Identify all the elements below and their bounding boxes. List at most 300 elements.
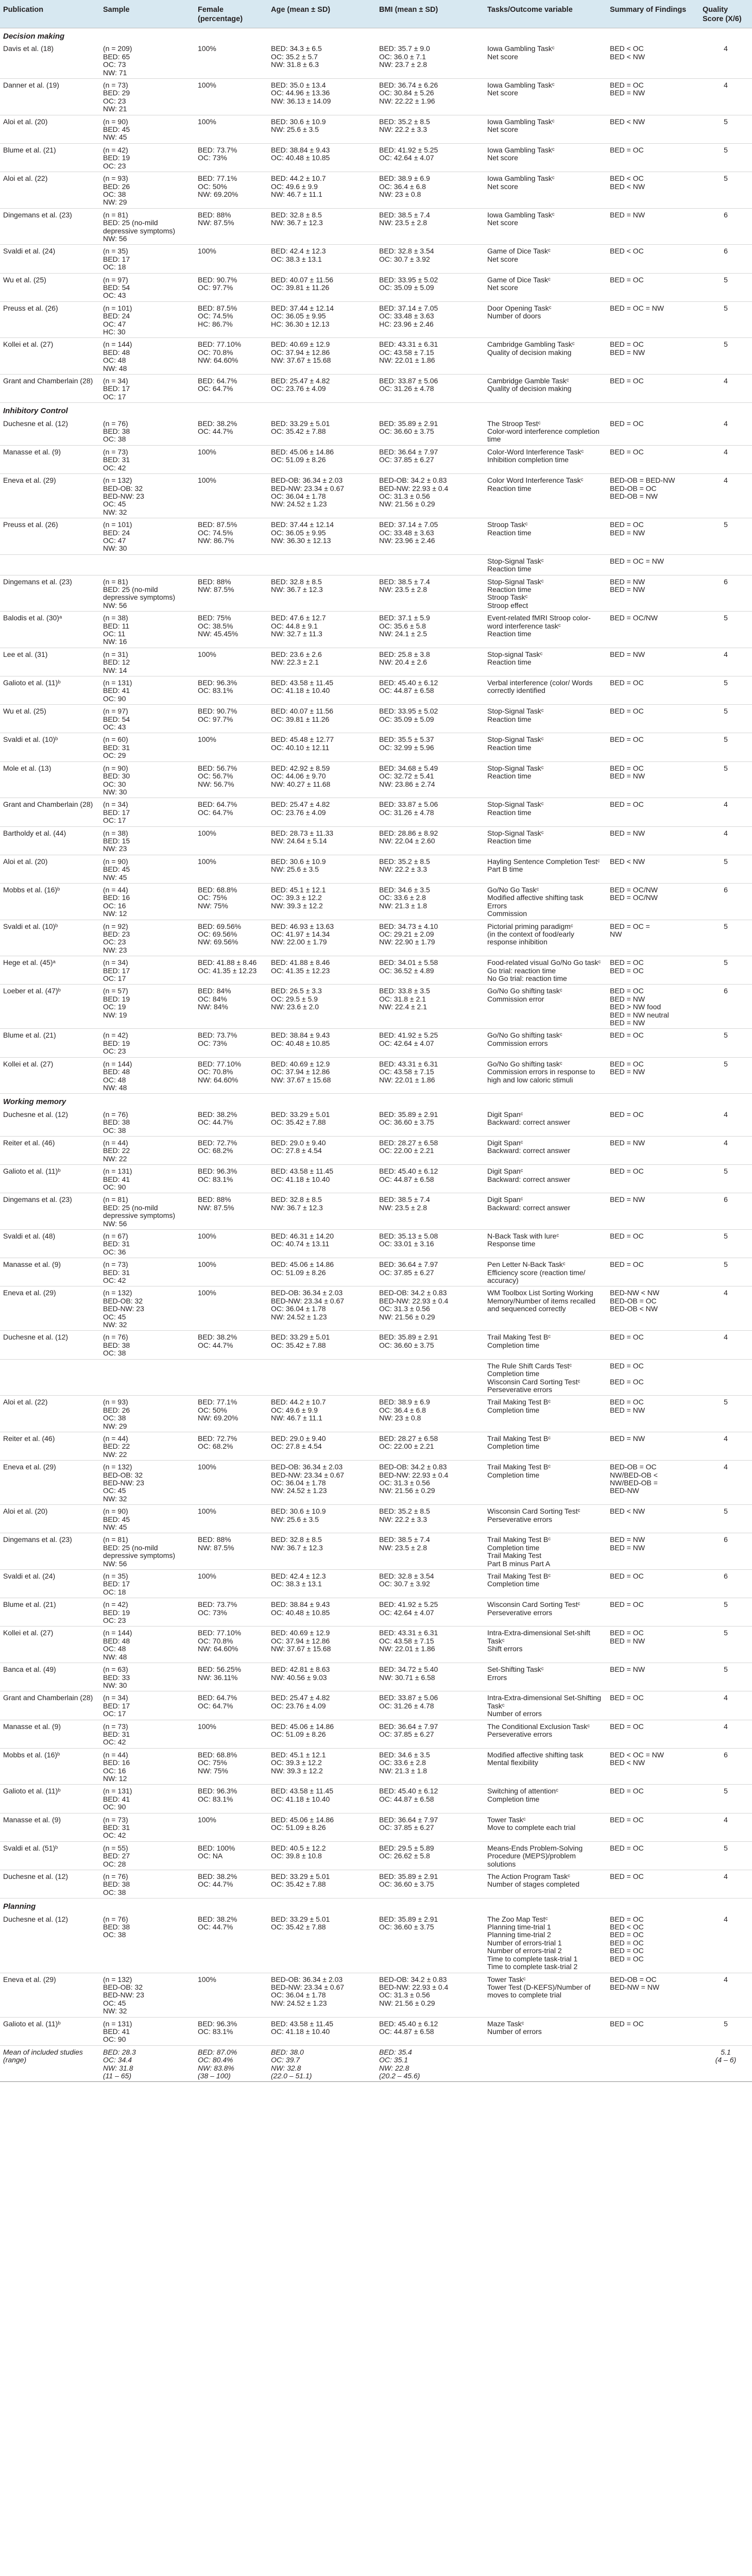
cell-publication: Mobbs et al. (16)ᵇ <box>0 1748 100 1785</box>
cell-summary: BED = OC = NW <box>607 301 699 338</box>
cell-publication: Duchesne et al. (12) <box>0 1870 100 1899</box>
cell-bmi: BED: 35.2 ± 8.5 NW: 22.2 ± 3.3 <box>376 855 484 883</box>
cell-female: BED: 72.7% OC: 68.2% <box>195 1136 268 1164</box>
cell-age: BED: 37.44 ± 12.14 OC: 36.05 ± 9.95 NW: 36.30 ± 12.13 <box>268 518 376 555</box>
table-row <box>0 1286 752 1331</box>
mean-row <box>0 2045 752 2082</box>
cell-summary: BED-OB = BED-NW BED-OB = OC BED-OB = NW <box>607 474 699 518</box>
table-row <box>0 883 752 920</box>
cell-summary: BED = OC <box>607 1230 699 1258</box>
cell-publication: Wu et al. (25) <box>0 273 100 301</box>
cell-bmi: BED: 35.89 ± 2.91 OC: 36.60 ± 3.75 <box>376 1331 484 1359</box>
cell-tasks: Trail Making Test Bᶜ Completion time <box>484 1396 607 1432</box>
cell-quality-score: 5 <box>699 2017 752 2045</box>
cell-tasks: Intra-Extra-dimensional Set-Shifting Taskᶜ Number of errors <box>484 1691 607 1720</box>
cell-summary: BED = NW BED = NW <box>607 1533 699 1570</box>
cell-female: 100% <box>195 855 268 883</box>
cell-age: BED-OB: 36.34 ± 2.03 BED-NW: 23.34 ± 0.67 OC: 36.04 ± 1.78 NW: 24.52 ± 1.23 <box>268 1973 376 2017</box>
cell-sample: (n = 73) BED: 31 OC: 42 <box>100 445 195 473</box>
cell-sample: (n = 42) BED: 19 OC: 23 <box>100 1598 195 1626</box>
cell-age: BED: 28.73 ± 11.33 NW: 24.64 ± 5.14 <box>268 826 376 855</box>
cell-publication: Dingemans et al. (23) <box>0 575 100 612</box>
cell-age: BED: 40.07 ± 11.56 OC: 39.81 ± 11.26 <box>268 705 376 733</box>
cell-bmi: BED-OB: 34.2 ± 0.83 BED-NW: 22.93 ± 0.4 OC: 31.3 ± 0.56 NW: 21.56 ± 0.29 <box>376 474 484 518</box>
cell-publication: Aloi et al. (22) <box>0 1396 100 1432</box>
cell-tasks: The Stroop Testᶜ Color-word interference completion time <box>484 417 607 446</box>
cell-sample <box>100 1359 195 1396</box>
table-row <box>0 143 752 172</box>
cell-female: BED: 69.56% OC: 69.56% NW: 69.56% <box>195 920 268 956</box>
cell-summary: BED < OC <box>607 245 699 273</box>
cell-female: BED: 64.7% OC: 64.7% <box>195 798 268 826</box>
cell-age: BED: 30.6 ± 10.9 NW: 25.6 ± 3.5 <box>268 1505 376 1533</box>
table-row <box>0 648 752 676</box>
table-row <box>0 245 752 273</box>
cell-tasks: Switching of attentionᶜ Completion time <box>484 1785 607 1813</box>
cell-tasks: Wisconsin Card Sorting Testᶜ Perseverative errors <box>484 1598 607 1626</box>
cell-tasks: Iowa Gambling Taskᶜ Net score <box>484 208 607 245</box>
column-header-age: Age (mean ± SD) <box>268 0 376 28</box>
section-row <box>0 403 752 417</box>
cell-summary: BED = OC <box>607 705 699 733</box>
cell-summary: BED = OC <box>607 1165 699 1193</box>
cell-female: 100% <box>195 245 268 273</box>
cell-age: BED: 33.29 ± 5.01 OC: 35.42 ± 7.88 <box>268 417 376 446</box>
cell-publication: Galioto et al. (11)ᵇ <box>0 2017 100 2045</box>
table-row <box>0 301 752 338</box>
table-row <box>0 1626 752 1663</box>
cell-sample: (n = 131) BED: 41 OC: 90 <box>100 1785 195 1813</box>
cell-summary: BED = OC <box>607 143 699 172</box>
cell-summary: BED = OC <box>607 1841 699 1870</box>
cell-sample: (n = 73) BED: 31 OC: 42 <box>100 1720 195 1748</box>
cell-bmi: BED: 41.92 ± 5.25 OC: 42.64 ± 4.07 <box>376 1029 484 1057</box>
mean-cell-age: BED: 38.0 OC: 39.7 NW: 32.8 (22.0 – 51.1) <box>268 2045 376 2082</box>
cell-quality-score: 5 <box>699 518 752 555</box>
cell-tasks: Trail Making Test Bᶜ Completion time <box>484 1570 607 1598</box>
cell-sample: (n = 76) BED: 38 OC: 38 <box>100 1913 195 1973</box>
cell-summary: BED = OC <box>607 1029 699 1057</box>
cell-female: BED: 73.7% OC: 73% <box>195 1029 268 1057</box>
cell-tasks: Pictorial priming paradigmᶜ (in the context of food/early response inhibition <box>484 920 607 956</box>
cell-age: BED: 29.0 ± 9.40 OC: 27.8 ± 4.54 <box>268 1136 376 1164</box>
table-row <box>0 1461 752 1505</box>
table-row <box>0 1913 752 1973</box>
cell-sample: (n = 34) BED: 17 OC: 17 <box>100 956 195 985</box>
cell-quality-score: 4 <box>699 1813 752 1841</box>
mean-cell-tasks <box>484 2045 607 2082</box>
cell-publication: Hege et al. (45)ᵃ <box>0 956 100 985</box>
cell-quality-score: 6 <box>699 883 752 920</box>
section-heading: Inhibitory Control <box>3 406 68 416</box>
cell-publication: Grant and Chamberlain (28) <box>0 798 100 826</box>
cell-sample: (n = 101) BED: 24 OC: 47 HC: 30 <box>100 301 195 338</box>
cell-tasks: Go/No Go shifting taskᶜ Commission error <box>484 985 607 1029</box>
cell-age: BED: 33.29 ± 5.01 OC: 35.42 ± 7.88 <box>268 1913 376 1973</box>
table-row <box>0 1785 752 1813</box>
cell-female: 100% <box>195 474 268 518</box>
cell-bmi: BED: 41.92 ± 5.25 OC: 42.64 ± 4.07 <box>376 143 484 172</box>
cell-sample: (n = 81) BED: 25 (no-mild depressive symptoms) NW: 56 <box>100 1533 195 1570</box>
table-row <box>0 1057 752 1094</box>
cell-sample: (n = 81) BED: 25 (no-mild depressive symptoms) NW: 56 <box>100 208 195 245</box>
cell-summary: BED = OC BED = NW <box>607 761 699 798</box>
cell-summary: BED = OC <box>607 1108 699 1137</box>
column-header-sample: Sample <box>100 0 195 28</box>
cell-publication: Eneva et al. (29) <box>0 1286 100 1331</box>
cell-female: BED: 56.7% OC: 56.7% NW: 56.7% <box>195 761 268 798</box>
table-row <box>0 1108 752 1137</box>
cell-publication: Svaldi et al. (10)ᵇ <box>0 733 100 761</box>
cell-publication: Galioto et al. (11)ᵇ <box>0 676 100 705</box>
cell-publication: Banca et al. (49) <box>0 1663 100 1691</box>
cell-bmi: BED: 32.8 ± 3.54 OC: 30.7 ± 3.92 <box>376 1570 484 1598</box>
mean-cell-female: BED: 87.0% OC: 80.4% NW: 83.8% (38 – 100) <box>195 2045 268 2082</box>
cell-bmi: BED: 34.68 ± 5.49 OC: 32.72 ± 5.41 NW: 23.86 ± 2.74 <box>376 761 484 798</box>
cell-female: BED: 77.1% OC: 50% NW: 69.20% <box>195 1396 268 1432</box>
cell-sample: (n = 38) BED: 15 NW: 23 <box>100 826 195 855</box>
cell-female: BED: 41.88 ± 8.46 OC: 41.35 ± 12.23 <box>195 956 268 985</box>
cell-publication: Manasse et al. (9) <box>0 1813 100 1841</box>
cell-sample: (n = 73) BED: 31 OC: 42 <box>100 1258 195 1286</box>
column-header-tasks: Tasks/Outcome variable <box>484 0 607 28</box>
cell-sample: (n = 38) BED: 11 OC: 11 NW: 16 <box>100 612 195 648</box>
cell-summary: BED-OB = OC BED-NW = NW <box>607 1973 699 2017</box>
table-row <box>0 761 752 798</box>
cell-publication: Aloi et al. (20) <box>0 855 100 883</box>
cell-age: BED: 42.4 ± 12.3 OC: 38.3 ± 13.1 <box>268 245 376 273</box>
cell-tasks: The Action Program Taskᶜ Number of stages completed <box>484 1870 607 1899</box>
cell-tasks: Iowa Gambling Taskᶜ Net score <box>484 143 607 172</box>
cell-summary: BED = OC BED = NW <box>607 79 699 115</box>
cell-age: BED: 43.58 ± 11.45 OC: 41.18 ± 10.40 <box>268 2017 376 2045</box>
cell-quality-score: 4 <box>699 1286 752 1331</box>
cell-quality-score: 4 <box>699 1108 752 1137</box>
cell-sample: (n = 76) BED: 38 OC: 38 <box>100 417 195 446</box>
cell-bmi <box>376 554 484 575</box>
cell-age: BED: 32.8 ± 8.5 NW: 36.7 ± 12.3 <box>268 208 376 245</box>
cell-sample: (n = 92) BED: 23 OC: 23 NW: 23 <box>100 920 195 956</box>
cell-summary: BED = OC <box>607 733 699 761</box>
cell-quality-score: 5 <box>699 920 752 956</box>
table-row <box>0 1841 752 1870</box>
cell-quality-score: 6 <box>699 985 752 1029</box>
cell-tasks: Game of Dice Taskᶜ Net score <box>484 273 607 301</box>
cell-quality-score: 5 <box>699 172 752 209</box>
section-row <box>0 1899 752 1913</box>
table-body <box>0 28 752 2082</box>
cell-female: BED: 77.10% OC: 70.8% NW: 64.60% <box>195 338 268 375</box>
cell-tasks: Go/No Go shifting taskᶜ Commission errors in response to high and low caloric stimuli <box>484 1057 607 1094</box>
cell-female: BED: 87.5% OC: 74.5% HC: 86.7% <box>195 301 268 338</box>
cell-sample: (n = 35) BED: 17 OC: 18 <box>100 245 195 273</box>
cell-female: 100% <box>195 445 268 473</box>
cell-tasks: Trail Making Test Bᶜ Completion time <box>484 1432 607 1460</box>
cell-quality-score: 5 <box>699 301 752 338</box>
mean-cell-quality-score: 5.1 (4 – 6) <box>699 2045 752 2082</box>
table-row <box>0 1663 752 1691</box>
cell-female: BED: 88% NW: 87.5% <box>195 1533 268 1570</box>
column-header-bmi: BMI (mean ± SD) <box>376 0 484 28</box>
cell-sample: (n = 76) BED: 38 OC: 38 <box>100 1331 195 1359</box>
cell-age: BED: 33.29 ± 5.01 OC: 35.42 ± 7.88 <box>268 1108 376 1137</box>
cell-age: BED: 25.47 ± 4.82 OC: 23.76 ± 4.09 <box>268 1691 376 1720</box>
cell-sample: (n = 73) BED: 29 OC: 23 NW: 21 <box>100 79 195 115</box>
cell-age: BED: 42.81 ± 8.63 NW: 40.56 ± 9.03 <box>268 1663 376 1691</box>
cell-quality-score: 5 <box>699 705 752 733</box>
cell-sample: (n = 44) BED: 16 OC: 16 NW: 12 <box>100 1748 195 1785</box>
cell-sample: (n = 131) BED: 41 OC: 90 <box>100 1165 195 1193</box>
column-header-publication: Publication <box>0 0 100 28</box>
cell-sample: (n = 81) BED: 25 (no-mild depressive symptoms) NW: 56 <box>100 1193 195 1230</box>
cell-female: BED: 84% OC: 84% NW: 84% <box>195 985 268 1029</box>
cell-quality-score: 5 <box>699 1165 752 1193</box>
cell-bmi: BED: 33.95 ± 5.02 OC: 35.09 ± 5.09 <box>376 705 484 733</box>
cell-tasks: Iowa Gambling Taskᶜ Net score <box>484 115 607 143</box>
cell-female: BED: 100% OC: NA <box>195 1841 268 1870</box>
cell-summary: BED = OC <box>607 445 699 473</box>
cell-summary: BED = OC BED = NW <box>607 1626 699 1663</box>
cell-sample: (n = 97) BED: 54 OC: 43 <box>100 273 195 301</box>
cell-female: 100% <box>195 1973 268 2017</box>
cell-quality-score: 5 <box>699 338 752 375</box>
cell-age: BED: 33.29 ± 5.01 OC: 35.42 ± 7.88 <box>268 1870 376 1899</box>
cell-sample: (n = 81) BED: 25 (no-mild depressive symptoms) NW: 56 <box>100 575 195 612</box>
cell-quality-score: 5 <box>699 956 752 985</box>
cell-tasks: Digit Spanᶜ Backward: correct answer <box>484 1165 607 1193</box>
cell-sample: (n = 31) BED: 12 NW: 14 <box>100 648 195 676</box>
cell-summary: BED = OC/NW BED = OC/NW <box>607 883 699 920</box>
cell-summary: BED = OC <box>607 1570 699 1598</box>
cell-female: BED: 38.2% OC: 44.7% <box>195 1913 268 1973</box>
cell-tasks: Tower Taskᶜ Tower Test (D-KEFS)/Number of moves to complete trial <box>484 1973 607 2017</box>
table-row <box>0 375 752 403</box>
column-header-female: Female (percentage) <box>195 0 268 28</box>
cell-bmi: BED: 33.95 ± 5.02 OC: 35.09 ± 5.09 <box>376 273 484 301</box>
cell-quality-score: 6 <box>699 208 752 245</box>
cell-quality-score: 5 <box>699 1230 752 1258</box>
cell-bmi: BED: 38.5 ± 7.4 NW: 23.5 ± 2.8 <box>376 208 484 245</box>
cell-bmi: BED: 38.5 ± 7.4 NW: 23.5 ± 2.8 <box>376 575 484 612</box>
cell-summary: BED = OC <box>607 798 699 826</box>
table-row <box>0 172 752 209</box>
cell-bmi: BED: 35.2 ± 8.5 NW: 22.2 ± 3.3 <box>376 115 484 143</box>
cell-female: 100% <box>195 1230 268 1258</box>
cell-summary: BED = NW <box>607 1663 699 1691</box>
cell-female: 100% <box>195 1813 268 1841</box>
cell-age: BED-OB: 36.34 ± 2.03 BED-NW: 23.34 ± 0.67 OC: 36.04 ± 1.78 NW: 24.52 ± 1.23 <box>268 1286 376 1331</box>
table-row <box>0 115 752 143</box>
cell-quality-score: 4 <box>699 1720 752 1748</box>
cell-publication: Kollei et al. (27) <box>0 1626 100 1663</box>
cell-bmi: BED: 38.9 ± 6.9 OC: 36.4 ± 6.8 NW: 23 ± 0.8 <box>376 1396 484 1432</box>
table-row <box>0 1029 752 1057</box>
cell-age: BED-OB: 36.34 ± 2.03 BED-NW: 23.34 ± 0.67 OC: 36.04 ± 1.78 NW: 24.52 ± 1.23 <box>268 1461 376 1505</box>
cell-quality-score: 5 <box>699 273 752 301</box>
cell-age: BED: 30.6 ± 10.9 NW: 25.6 ± 3.5 <box>268 115 376 143</box>
cell-tasks: Trail Making Test Bᶜ Completion time <box>484 1331 607 1359</box>
cell-age: BED: 42.92 ± 8.59 OC: 44.06 ± 9.70 NW: 40.27 ± 11.68 <box>268 761 376 798</box>
cell-sample: (n = 34) BED: 17 OC: 17 <box>100 798 195 826</box>
cell-summary: BED = OC = NW <box>607 920 699 956</box>
cell-bmi: BED: 34.01 ± 5.58 OC: 36.52 ± 4.89 <box>376 956 484 985</box>
cell-tasks: Digit Spanᶜ Backward: correct answer <box>484 1136 607 1164</box>
cell-female: BED: 38.2% OC: 44.7% <box>195 417 268 446</box>
cell-publication: Wu et al. (25) <box>0 705 100 733</box>
cell-bmi: BED: 45.40 ± 6.12 OC: 44.87 ± 6.58 <box>376 2017 484 2045</box>
cell-bmi: BED-OB: 34.2 ± 0.83 BED-NW: 22.93 ± 0.4 OC: 31.3 ± 0.56 NW: 21.56 ± 0.29 <box>376 1461 484 1505</box>
cell-tasks: Trail Making Test Bᶜ Completion time <box>484 1461 607 1505</box>
cell-age: BED: 40.5 ± 12.2 OC: 39.8 ± 10.8 <box>268 1841 376 1870</box>
cell-summary: BED = OC/NW <box>607 612 699 648</box>
cell-sample: (n = 34) BED: 17 OC: 17 <box>100 1691 195 1720</box>
cell-bmi: BED: 36.64 ± 7.97 OC: 37.85 ± 6.27 <box>376 1720 484 1748</box>
cell-publication: Manasse et al. (9) <box>0 1720 100 1748</box>
cell-tasks: WM Toolbox List Sorting Working Memory/Number of items recalled and sequenced correctly <box>484 1286 607 1331</box>
cell-sample: (n = 131) BED: 41 OC: 90 <box>100 2017 195 2045</box>
cell-tasks: Digit Spanᶜ Backward: correct answer <box>484 1108 607 1137</box>
cell-quality-score: 5 <box>699 612 752 648</box>
cell-bmi: BED: 37.14 ± 7.05 OC: 33.48 ± 3.63 NW: 23.96 ± 2.46 <box>376 518 484 555</box>
cell-quality-score: 4 <box>699 79 752 115</box>
cell-sample: (n = 63) BED: 33 NW: 30 <box>100 1663 195 1691</box>
cell-age: BED: 46.31 ± 14.20 OC: 40.74 ± 13.11 <box>268 1230 376 1258</box>
cell-summary: BED < NW <box>607 1505 699 1533</box>
cell-publication: Kollei et al. (27) <box>0 338 100 375</box>
cell-summary: BED = NW <box>607 826 699 855</box>
section-row <box>0 28 752 43</box>
cell-sample: (n = 73) BED: 31 OC: 42 <box>100 1813 195 1841</box>
table-row <box>0 575 752 612</box>
cell-summary: BED = OC <box>607 375 699 403</box>
cell-bmi: BED-OB: 34.2 ± 0.83 BED-NW: 22.93 ± 0.4 OC: 31.3 ± 0.56 NW: 21.56 ± 0.29 <box>376 1973 484 2017</box>
table-row <box>0 705 752 733</box>
cell-publication: Grant and Chamberlain (28) <box>0 375 100 403</box>
table-row <box>0 273 752 301</box>
cell-summary: BED = OC <box>607 1870 699 1899</box>
cell-summary: BED = OC <box>607 1258 699 1286</box>
cell-female: BED: 90.7% OC: 97.7% <box>195 273 268 301</box>
table-row <box>0 676 752 705</box>
cell-bmi: BED: 35.89 ± 2.91 OC: 36.60 ± 3.75 <box>376 1108 484 1137</box>
cell-female: BED: 68.8% OC: 75% NW: 75% <box>195 883 268 920</box>
cell-age: BED: 44.2 ± 10.7 OC: 49.6 ± 9.9 NW: 46.7 ± 11.1 <box>268 172 376 209</box>
cell-bmi: BED: 37.1 ± 5.9 OC: 35.6 ± 5.8 NW: 24.1 ± 2.5 <box>376 612 484 648</box>
cell-age <box>268 554 376 575</box>
table-row <box>0 417 752 446</box>
cell-bmi: BED: 35.5 ± 5.37 OC: 32.99 ± 5.96 <box>376 733 484 761</box>
cell-summary: BED = OC <box>607 1598 699 1626</box>
table-header <box>0 0 752 28</box>
cell-female: 100% <box>195 42 268 78</box>
table-row <box>0 985 752 1029</box>
cell-summary: BED < OC = NW BED < NW <box>607 1748 699 1785</box>
cell-tasks: Iowa Gambling Taskᶜ Net score <box>484 172 607 209</box>
cell-bmi: BED: 35.89 ± 2.91 OC: 36.60 ± 3.75 <box>376 1913 484 1973</box>
cell-bmi: BED: 32.8 ± 3.54 OC: 30.7 ± 3.92 <box>376 245 484 273</box>
cell-sample: (n = 90) BED: 45 NW: 45 <box>100 1505 195 1533</box>
cell-sample: (n = 42) BED: 19 OC: 23 <box>100 143 195 172</box>
cell-female: 100% <box>195 1461 268 1505</box>
cell-tasks: The Conditional Exclusion Taskᶜ Perseverative errors <box>484 1720 607 1748</box>
table-row <box>0 1258 752 1286</box>
cell-tasks: Stop-signal Taskᶜ Reaction time <box>484 648 607 676</box>
cell-tasks: Means-Ends Problem-Solving Procedure (MEPS)/problem solutions <box>484 1841 607 1870</box>
cell-female: BED: 96.3% OC: 83.1% <box>195 1165 268 1193</box>
cell-tasks: The Rule Shift Cards Testᶜ Completion time Wisconsin Card Sorting Testᶜ Perseverative errors <box>484 1359 607 1396</box>
column-header-quality: Quality Score (X/6) <box>699 0 752 28</box>
cell-sample: (n = 144) BED: 48 OC: 48 NW: 48 <box>100 1057 195 1094</box>
cell-female: 100% <box>195 1258 268 1286</box>
cell-publication: Eneva et al. (29) <box>0 1973 100 2017</box>
cell-bmi: BED: 35.7 ± 9.0 OC: 36.0 ± 7.1 NW: 23.7 ± 2.8 <box>376 42 484 78</box>
table-row <box>0 554 752 575</box>
cell-quality-score: 4 <box>699 1331 752 1359</box>
cell-summary: BED = OC <box>607 2017 699 2045</box>
cell-sample: (n = 144) BED: 48 OC: 48 NW: 48 <box>100 1626 195 1663</box>
cell-female: BED: 73.7% OC: 73% <box>195 1598 268 1626</box>
cell-tasks: Stop-Signal Taskᶜ Reaction time Stroop Taskᶜ Stroop effect <box>484 575 607 612</box>
cell-sample: (n = 101) BED: 24 OC: 47 NW: 30 <box>100 518 195 555</box>
cell-quality-score: 5 <box>699 1057 752 1094</box>
cell-summary: BED < OC BED < NW <box>607 42 699 78</box>
cell-female: BED: 88% NW: 87.5% <box>195 1193 268 1230</box>
cell-publication: Duchesne et al. (12) <box>0 417 100 446</box>
cell-publication: Reiter et al. (46) <box>0 1136 100 1164</box>
cell-tasks: Go/No Go shifting taskᶜ Commission errors <box>484 1029 607 1057</box>
cell-publication: Blume et al. (21) <box>0 1598 100 1626</box>
cell-age: BED: 37.44 ± 12.14 OC: 36.05 ± 9.95 HC: 36.30 ± 12.13 <box>268 301 376 338</box>
cell-quality-score: 4 <box>699 375 752 403</box>
cell-age: BED: 32.8 ± 8.5 NW: 36.7 ± 12.3 <box>268 575 376 612</box>
cell-publication: Grant and Chamberlain (28) <box>0 1691 100 1720</box>
cell-age: BED: 43.58 ± 11.45 OC: 41.18 ± 10.40 <box>268 1165 376 1193</box>
cell-age: BED: 47.6 ± 12.7 OC: 44.8 ± 9.1 NW: 32.7 ± 11.3 <box>268 612 376 648</box>
cell-bmi: BED: 36.64 ± 7.97 OC: 37.85 ± 6.27 <box>376 1813 484 1841</box>
mean-cell-publication: Mean of included studies (range) <box>0 2045 100 2082</box>
cell-quality-score: 5 <box>699 1029 752 1057</box>
cell-age: BED: 38.84 ± 9.43 OC: 40.48 ± 10.85 <box>268 1598 376 1626</box>
cell-quality-score: 5 <box>699 733 752 761</box>
table-row <box>0 1505 752 1533</box>
cell-female: BED: 77.10% OC: 70.8% NW: 64.60% <box>195 1626 268 1663</box>
cell-bmi: BED: 33.87 ± 5.06 OC: 31.26 ± 4.78 <box>376 375 484 403</box>
mean-cell-summary <box>607 2045 699 2082</box>
cell-tasks: Color Word Interference Taskᶜ Reaction time <box>484 474 607 518</box>
cell-summary: BED = OC BED = OC <box>607 956 699 985</box>
cell-tasks: Event-related fMRI Stroop color-word interference taskᶜ Reaction time <box>484 612 607 648</box>
cell-quality-score: 4 <box>699 1913 752 1973</box>
cell-female: 100% <box>195 648 268 676</box>
cell-summary: BED = OC BED = OC <box>607 1359 699 1396</box>
cell-sample: (n = 34) BED: 17 OC: 17 <box>100 375 195 403</box>
cell-quality-score: 5 <box>699 1785 752 1813</box>
cell-publication: Svaldi et al. (24) <box>0 1570 100 1598</box>
cell-female: 100% <box>195 1286 268 1331</box>
cell-age: BED: 34.3 ± 6.5 OC: 35.2 ± 5.7 NW: 31.8 ± 6.3 <box>268 42 376 78</box>
cell-quality-score: 4 <box>699 1691 752 1720</box>
cell-quality-score: 5 <box>699 761 752 798</box>
cell-female: BED: 87.5% OC: 74.5% NW: 86.7% <box>195 518 268 555</box>
cell-quality-score: 4 <box>699 445 752 473</box>
cell-tasks: Stroop Taskᶜ Reaction time <box>484 518 607 555</box>
cell-publication: Balodis et al. (30)ᵃ <box>0 612 100 648</box>
table-row <box>0 338 752 375</box>
cell-female: BED: 90.7% OC: 97.7% <box>195 705 268 733</box>
cell-quality-score: 6 <box>699 575 752 612</box>
cell-female <box>195 554 268 575</box>
table-row <box>0 1691 752 1720</box>
